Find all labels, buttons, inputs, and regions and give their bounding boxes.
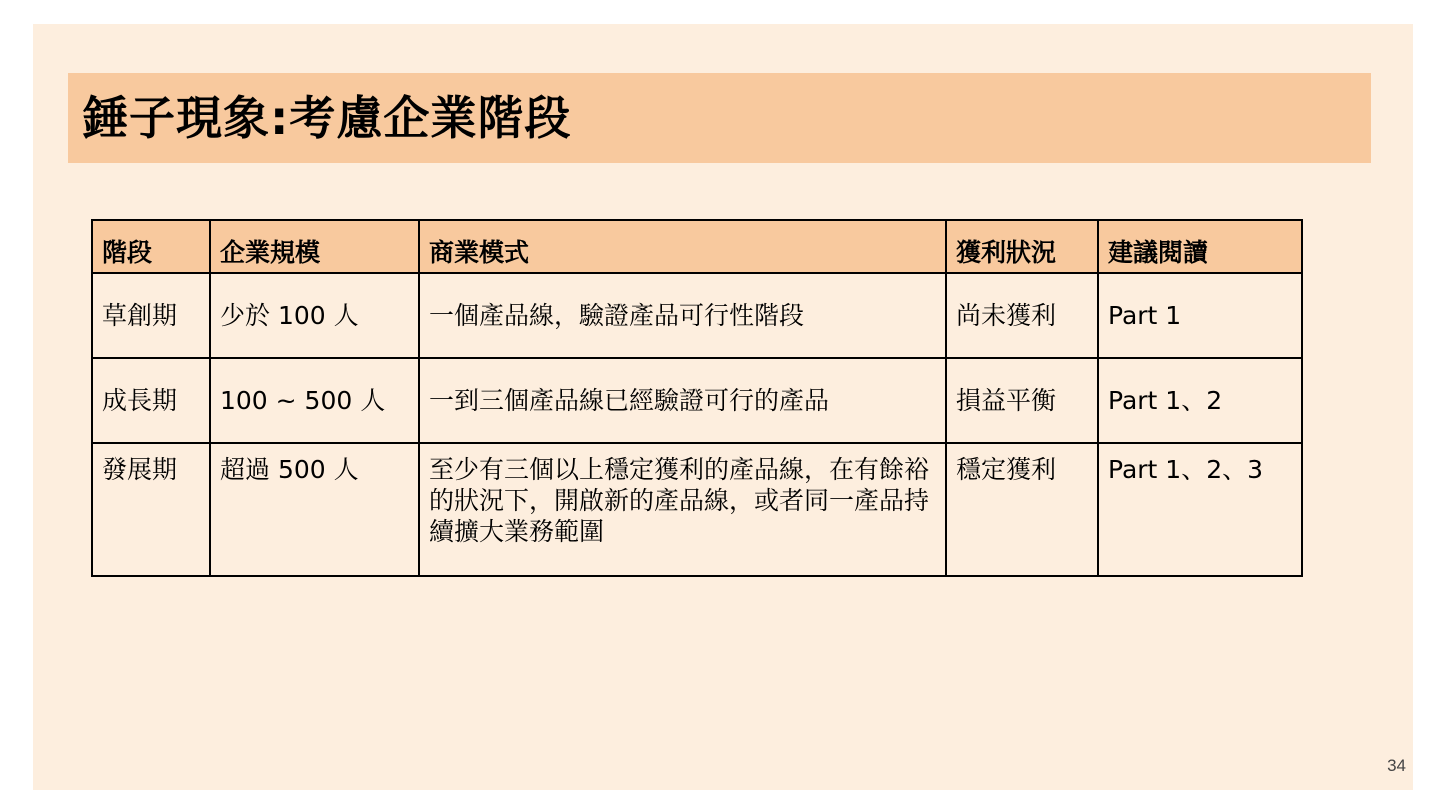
header-stage: 階段 (92, 220, 210, 273)
cell-profit-status: 穩定獲利 (946, 443, 1098, 576)
slide (33, 24, 1413, 790)
header-business-model: 商業模式 (419, 220, 946, 273)
page-title: 錘子現象:考慮企業階段 (82, 91, 572, 145)
cell-profit-status: 損益平衡 (946, 358, 1098, 443)
cell-business-model: 一個產品線，驗證產品可行性階段 (419, 273, 946, 358)
cell-business-model: 一到三個產品線已經驗證可行的產品 (419, 358, 946, 443)
header-suggested-reading: 建議閱讀 (1098, 220, 1302, 273)
header-profit-status: 獲利狀況 (946, 220, 1098, 273)
cell-stage: 發展期 (92, 443, 210, 576)
cell-business-model: 至少有三個以上穩定獲利的產品線，在有餘裕的狀況下，開啟新的產品線，或者同一產品持續擴大業務範圍 (419, 443, 946, 576)
table-header-row (92, 220, 1302, 273)
cell-stage: 成長期 (92, 358, 210, 443)
table-row (92, 273, 1302, 358)
cell-company-size: 少於 100 人 (210, 273, 419, 358)
cell-suggested-reading: Part 1、2、3 (1098, 443, 1302, 576)
stage-table (91, 219, 1303, 577)
cell-stage: 草創期 (92, 273, 210, 358)
cell-suggested-reading: Part 1、2 (1098, 358, 1302, 443)
table-row (92, 443, 1302, 576)
cell-company-size: 100 ~ 500 人 (210, 358, 419, 443)
header-company-size: 企業規模 (210, 220, 419, 273)
cell-profit-status: 尚未獲利 (946, 273, 1098, 358)
page-number: 34 (1387, 756, 1406, 775)
title-bar (68, 73, 1371, 163)
cell-company-size: 超過 500 人 (210, 443, 419, 576)
cell-suggested-reading: Part 1 (1098, 273, 1302, 358)
table-row (92, 358, 1302, 443)
